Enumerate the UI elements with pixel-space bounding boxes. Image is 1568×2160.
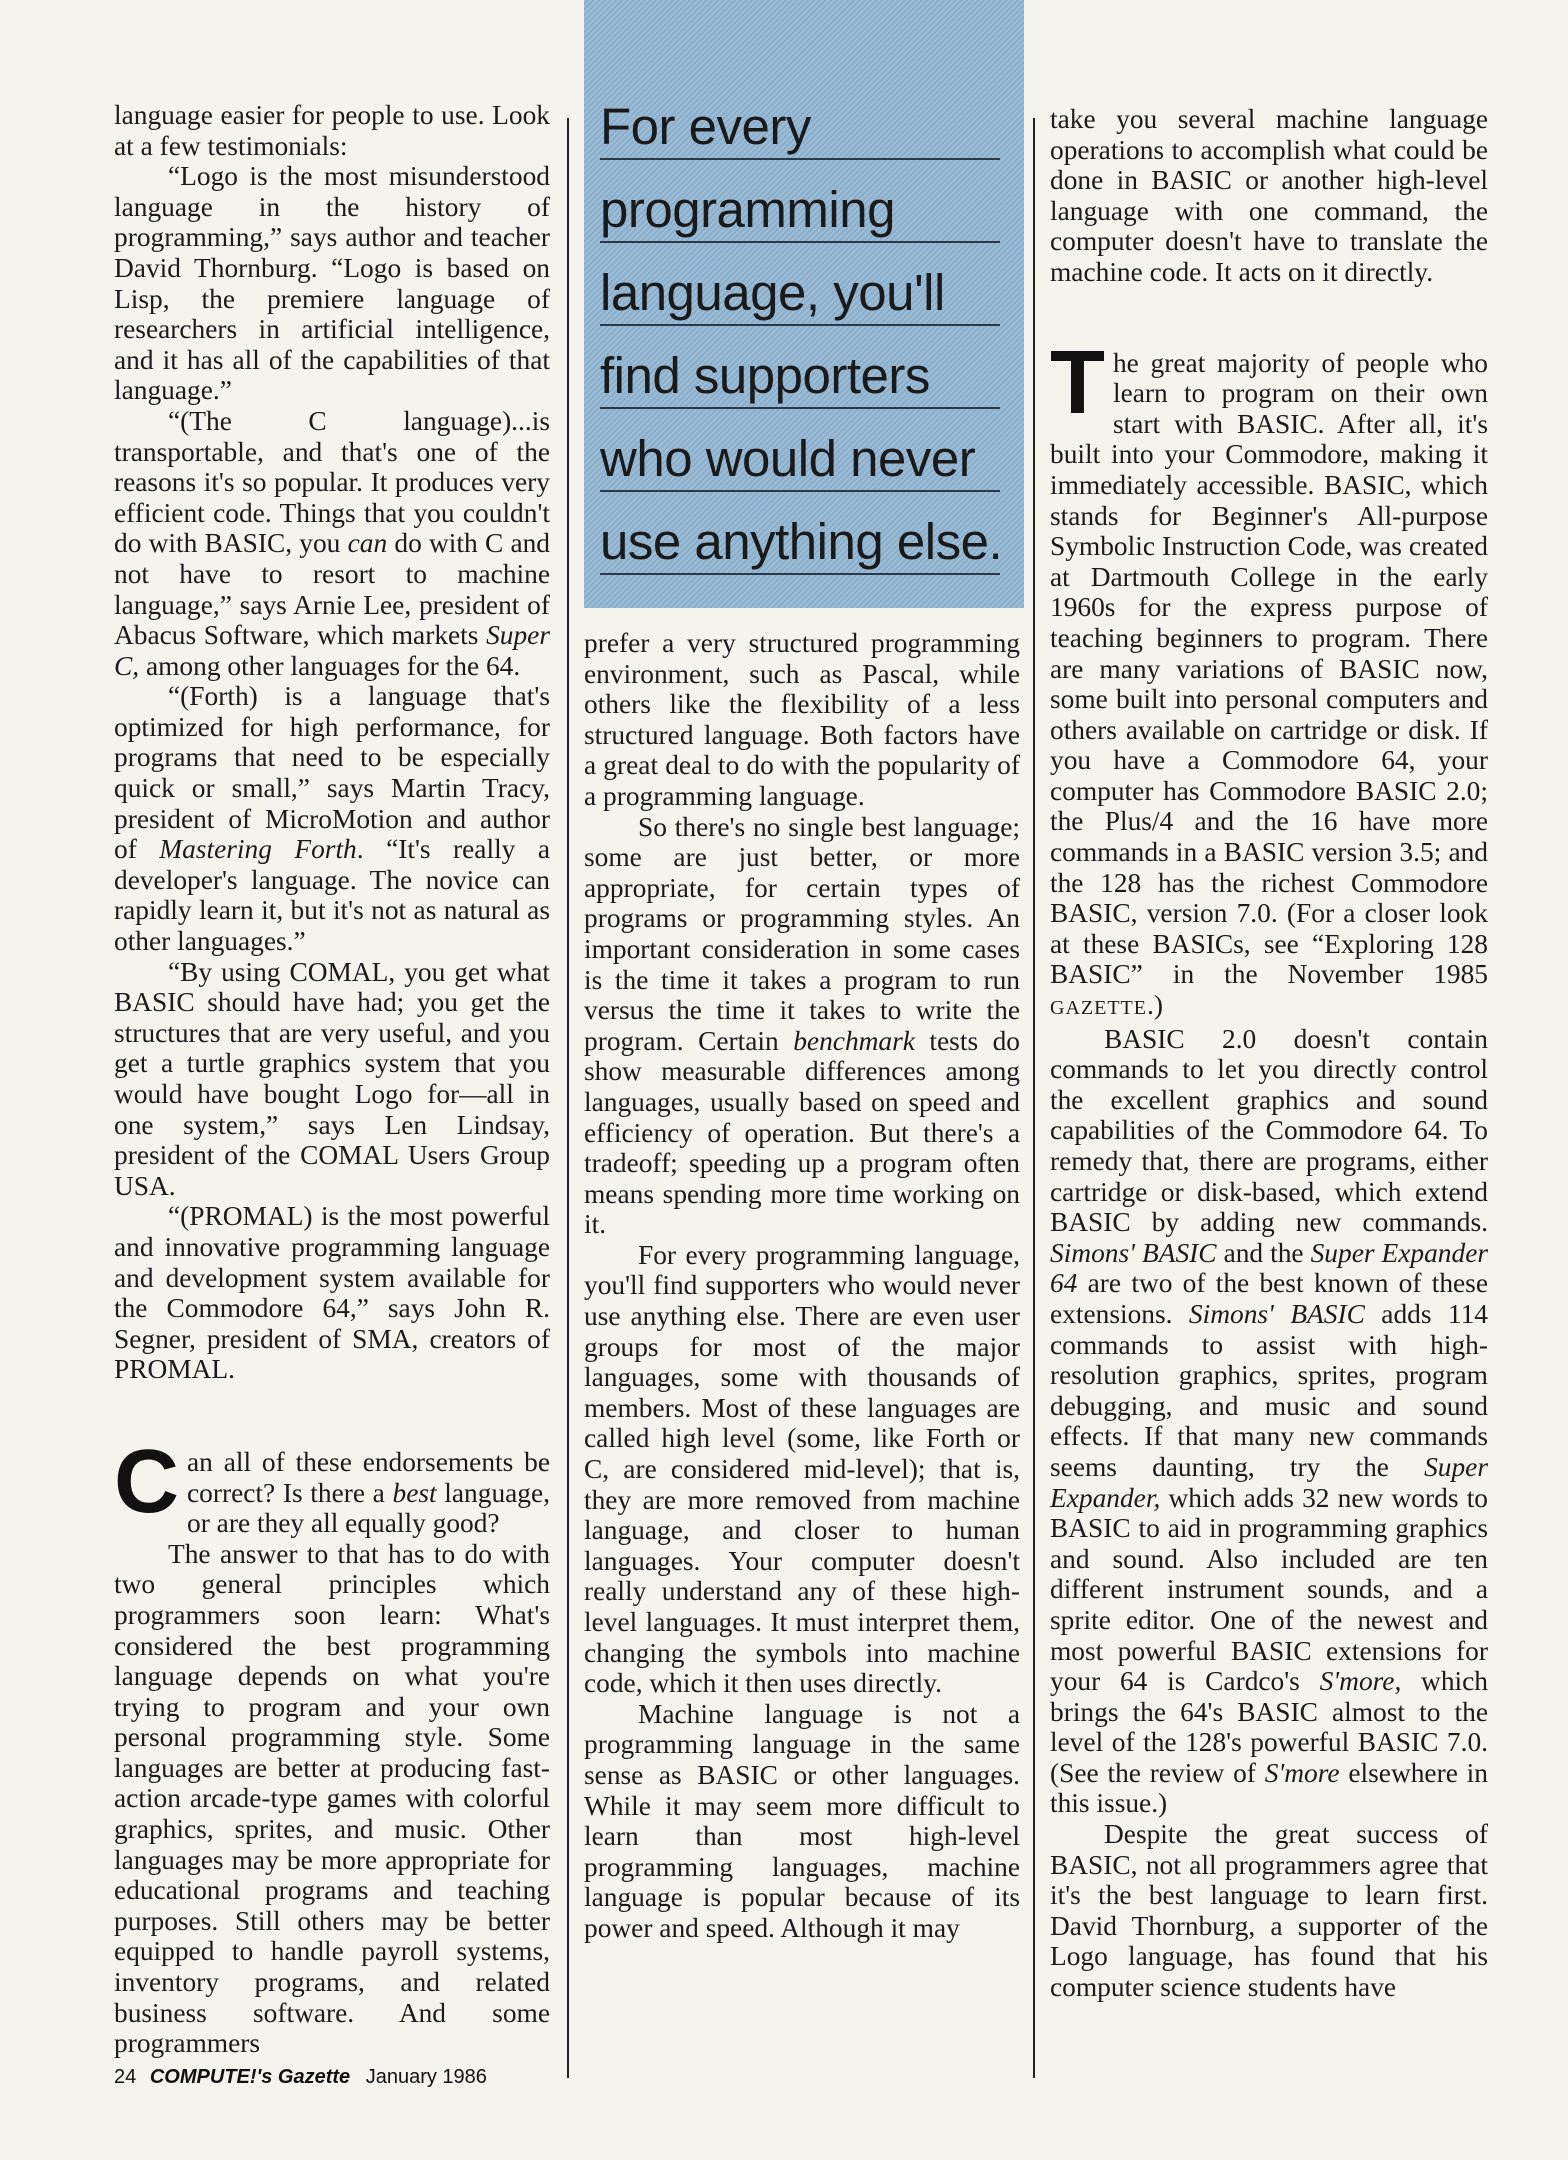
- paragraph: BASIC 2.0 doesn't contain commands to let you directly control the excellent graphics and sound capabilities of the Commodore 64. To remedy that, there are programs, either cartridge or disk-based, which extend BASIC by adding new commands. Simons' BASIC and the Super Expander 64 are two of the best known of these extensions. Simons' BASIC adds 114 commands to assist with high-resolution graphics, sprites, program debugging, and music and sound effects. If that many new commands seems daunting, try the Super Expander, which adds 32 new words to BASIC to aid in programming graphics and sound. Also included are ten different instrument sounds, and a sprite editor. One of the newest and most powerful BASIC extensions for your 64 is Cardco's S'more, which brings the 64's BASIC almost to the level of the 128's powerful BASIC 7.0. (See the review of S'more elsewhere in this issue.): [1050, 1023, 1489, 1819]
- paragraph: “By using COMAL, you get what BASIC should have had; you get the structures that are very useful, and you get a turtle graphics system that you would have bought Logo for—all in one system,” says Len Lindsay, president of the COMAL Users Group USA.: [114, 956, 550, 1201]
- column-divider: [1033, 118, 1035, 2078]
- issue-date: January 1986: [365, 2066, 487, 2088]
- paragraph: prefer a very structured programming environment, such as Pascal, while others like the flexibility of a less structured language. Both factors have a great deal to do with the popularity of a programming language.: [584, 628, 1020, 811]
- paragraph: Machine language is not a programming language in the same sense as BASIC or other languages. While it may seem more difficult to learn than most high-level programming languages, machine language is popular because of its power and speed. Although it may: [584, 1698, 1020, 1943]
- drop-cap: T: [1050, 332, 1105, 433]
- pull-quote-line: For every: [600, 96, 1000, 160]
- paragraph: The great majority of people who learn to program on their own start with BASIC. After all, it's built into your Commodore, making it immediately accessible. BASIC, which stands for Beginner's All-purpose Symbolic Instruction Code, was created at Dartmouth College in the early 1960s for the express purpose of teaching beginners to program. There are many variations of BASIC now, some built into personal computers and others available on cartridge or disk. If you have a Commodore 64, your computer has Commodore BASIC 2.0; the Plus/4 and the 16 have more commands in a BASIC version 3.5; and the 128 has the richest Commodore BASIC, version 7.0. (For a closer look at these BASICs, see “Exploring 128 BASIC” in the November 1985 GAZETTE.): [1050, 332, 1488, 1021]
- paragraph: take you several machine language operations to accomplish what could be done in BASIC or another high-level language with one command, the computer doesn't have to translate the machine code. It acts on it directly.: [1050, 104, 1488, 287]
- drop-cap: C: [114, 1431, 179, 1532]
- article-column-3: [1050, 104, 1488, 2003]
- paragraph: “Logo is the most misunderstood language in the history of programming,” says author and teacher David Thornburg. “Logo is based on Lisp, the premiere language of researchers in artificial intelligence, and it has all of the capabilities of that language.”: [114, 161, 550, 406]
- column-divider: [567, 118, 569, 2078]
- paragraph: Can all of these endorsements be correct? Is there a best language, or are they all equally good?: [114, 1431, 550, 1539]
- pull-quote-line: programming: [600, 179, 1000, 243]
- paragraph: The answer to that has to do with two general principles which programmers soon learn: What's considered the best programming language depends on what you're trying to program and your own personal programming style. Some languages are better at producing fast-action arcade-type games with colorful graphics, sprites, and music. Other languages may be more appropriate for educational programs and teaching purposes. Still others may be better equipped to handle payroll systems, inventory programs, and related business software. And some programmers: [114, 1538, 550, 2059]
- pull-quote-box: [584, 0, 1024, 608]
- page-footer: [114, 2066, 487, 2089]
- paragraph: “(PROMAL) is the most powerful and innovative programming language and development system available for the Commodore 64,” says John R. Segner, president of SMA, creators of PROMAL.: [114, 1201, 550, 1385]
- pull-quote-line: language, you'll: [600, 262, 1000, 326]
- paragraph: Despite the great success of BASIC, not all programmers agree that it's the best language to learn first. David Thornburg, a supporter of the Logo language, has found that his computer science students have: [1050, 1819, 1488, 2003]
- article-column-1: [114, 100, 550, 2059]
- article-column-2: [584, 628, 1020, 1944]
- paragraph: “(Forth) is a language that's optimized for high performance, for programs that need to be especially quick or small,” says Martin Tracy, president of MicroMotion and author of Mastering Forth. “It's really a developer's language. The novice can rapidly learn it, but it's not as natural as other languages.”: [114, 681, 551, 957]
- pull-quote-line: who would never: [600, 428, 1000, 492]
- paragraph: For every programming language, you'll find supporters who would never use anything else. There are even user groups for most of the major languages, some with thousands of members. Most of these languages are called high level (some, like Forth or C, are considered mid-level); that is, they are more removed from machine language, and closer to human languages. Your computer doesn't really understand any of these high-level languages. It must interpret them, changing the symbols into machine code, which it then uses directly.: [584, 1239, 1020, 1699]
- pull-quote-line: find supporters: [600, 345, 1000, 409]
- publication-name: COMPUTE!'s Gazette: [149, 2066, 351, 2088]
- pull-quote-line: use anything else.: [600, 511, 1000, 575]
- paragraph: So there's no single best language; some are just better, or more appropriate, for certain types of programs or programming styles. An important consideration in some cases is the time it takes a program to run versus the time it takes to write the program. Certain benchmark tests do show measurable differences among languages, usually based on speed and efficiency of operation. But there's a tradeoff; speeding up a program often means spending more time working on it.: [584, 811, 1020, 1240]
- paragraph: language easier for people to use. Look at a few testimonials:: [114, 100, 550, 161]
- page-number: 24: [114, 2066, 137, 2088]
- paragraph: “(The C language)...is transportable, and that's one of the reasons it's so popular. It produces very efficient code. Things that you couldn't do with BASIC, you can do with C and not have to resort to machine language,” says Arnie Lee, president of Abacus Software, which markets Super C, among other languages for the 64.: [114, 405, 550, 681]
